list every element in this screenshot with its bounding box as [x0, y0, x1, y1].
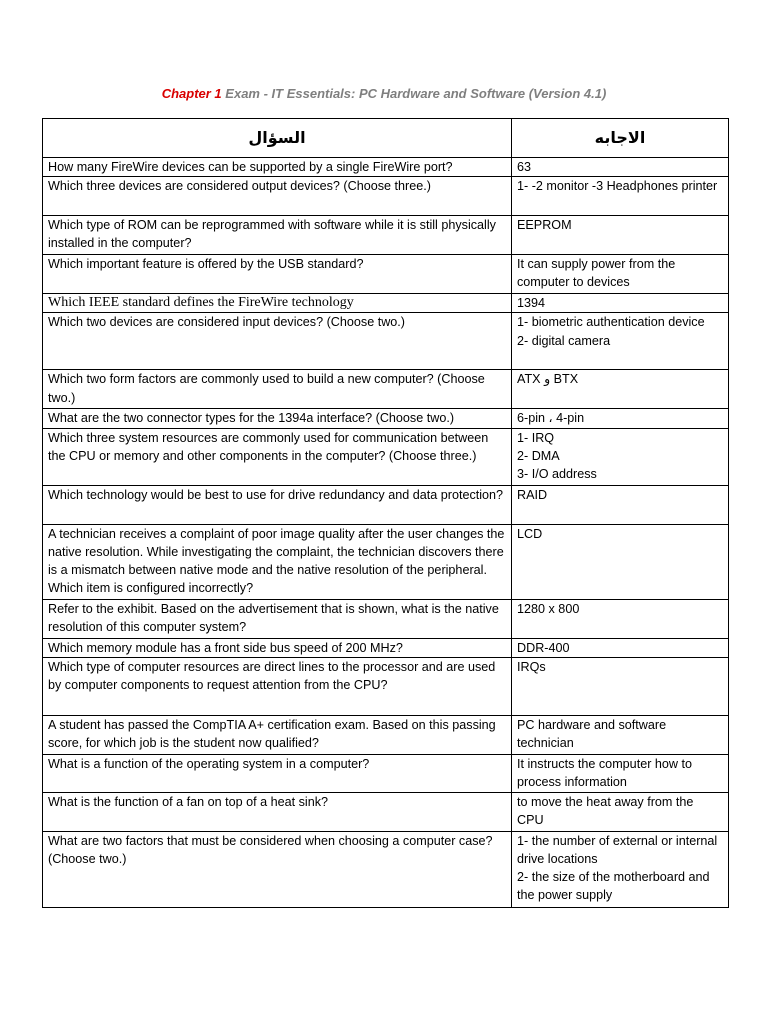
table-row — [43, 715, 729, 754]
table-row — [43, 255, 729, 294]
question-cell: Which three system resources are commonly used for communication between the CPU or memory and other components in the computer? (Choose three.) — [43, 428, 512, 485]
title-text: Exam - IT Essentials: PC Hardware and Software (Version 4.1) — [225, 86, 607, 101]
question-cell: A technician receives a complaint of poor image quality after the user changes the native resolution. While investigating the complaint, the technician discovers there is a mismatch between native mode and the native resolution of the peripheral. Which item is configured incorrectly? — [43, 524, 512, 599]
table-row — [43, 409, 729, 428]
question-cell: Which IEEE standard defines the FireWire technology — [43, 294, 512, 313]
answer-cell: to move the heat away from the CPU — [512, 792, 729, 831]
answer-cell: IRQs — [512, 657, 729, 715]
qa-table — [42, 118, 729, 908]
question-cell: What is a function of the operating system in a computer? — [43, 754, 512, 792]
answer-cell: 1- the number of external or internal drive locations 2- the size of the motherboard and the power supply — [512, 831, 729, 907]
question-cell: Which two form factors are commonly used to build a new computer? (Choose two.) — [43, 370, 512, 409]
table-row — [43, 831, 729, 907]
table-row — [43, 754, 729, 792]
answer-cell: 63 — [512, 158, 729, 177]
question-cell: Which two devices are considered input devices? (Choose two.) — [43, 313, 512, 370]
question-cell: Which three devices are considered output devices? (Choose three.) — [43, 177, 512, 216]
page-title — [0, 86, 768, 101]
answer-cell: RAID — [512, 485, 729, 524]
table-row — [43, 158, 729, 177]
answer-cell: EEPROM — [512, 216, 729, 255]
question-cell: Which technology would be best to use for drive redundancy and data protection? — [43, 485, 512, 524]
table-row — [43, 294, 729, 313]
question-cell: Which memory module has a front side bus speed of 200 MHz? — [43, 638, 512, 657]
answer-cell: 1280 x 800 — [512, 599, 729, 638]
question-cell: What is the function of a fan on top of a heat sink? — [43, 792, 512, 831]
question-cell: How many FireWire devices can be supported by a single FireWire port? — [43, 158, 512, 177]
question-cell: Which type of ROM can be reprogrammed with software while it is still physically installed in the computer? — [43, 216, 512, 255]
table-row — [43, 216, 729, 255]
question-column-header: السؤال — [43, 119, 512, 158]
question-cell: What are the two connector types for the 1394a interface? (Choose two.) — [43, 409, 512, 428]
question-cell: What are two factors that must be considered when choosing a computer case? (Choose two.) — [43, 831, 512, 907]
answer-cell: PC hardware and software technician — [512, 715, 729, 754]
question-cell: Refer to the exhibit. Based on the advertisement that is shown, what is the native resolution of this computer system? — [43, 599, 512, 638]
answer-cell: 1- -2 monitor -3 Headphones printer — [512, 177, 729, 216]
answer-cell: DDR-400 — [512, 638, 729, 657]
question-cell: Which type of computer resources are direct lines to the processor and are used by computer components to request attention from the CPU? — [43, 657, 512, 715]
table-body — [43, 158, 729, 908]
question-cell: Which important feature is offered by the USB standard? — [43, 255, 512, 294]
chapter-label: Chapter 1 — [161, 86, 222, 101]
answer-cell: ATX و BTX — [512, 370, 729, 409]
answer-cell: LCD — [512, 524, 729, 599]
table-row — [43, 599, 729, 638]
answer-cell: 1- biometric authentication device 2- digital camera — [512, 313, 729, 370]
table-row — [43, 524, 729, 599]
table-row — [43, 428, 729, 485]
answer-cell: 6-pin ، 4-pin — [512, 409, 729, 428]
table-row — [43, 792, 729, 831]
table-row — [43, 177, 729, 216]
answer-cell: 1394 — [512, 294, 729, 313]
table-row — [43, 657, 729, 715]
table-header-row — [43, 119, 729, 158]
answer-cell: 1- IRQ 2- DMA 3- I/O address — [512, 428, 729, 485]
table-row — [43, 370, 729, 409]
answer-cell: It instructs the computer how to process information — [512, 754, 729, 792]
table-row — [43, 313, 729, 370]
question-cell: A student has passed the CompTIA A+ certification exam. Based on this passing score, for which job is the student now qualified? — [43, 715, 512, 754]
table-row — [43, 485, 729, 524]
table-row — [43, 638, 729, 657]
answer-cell: It can supply power from the computer to devices — [512, 255, 729, 294]
answer-column-header: الاجابه — [512, 119, 729, 158]
